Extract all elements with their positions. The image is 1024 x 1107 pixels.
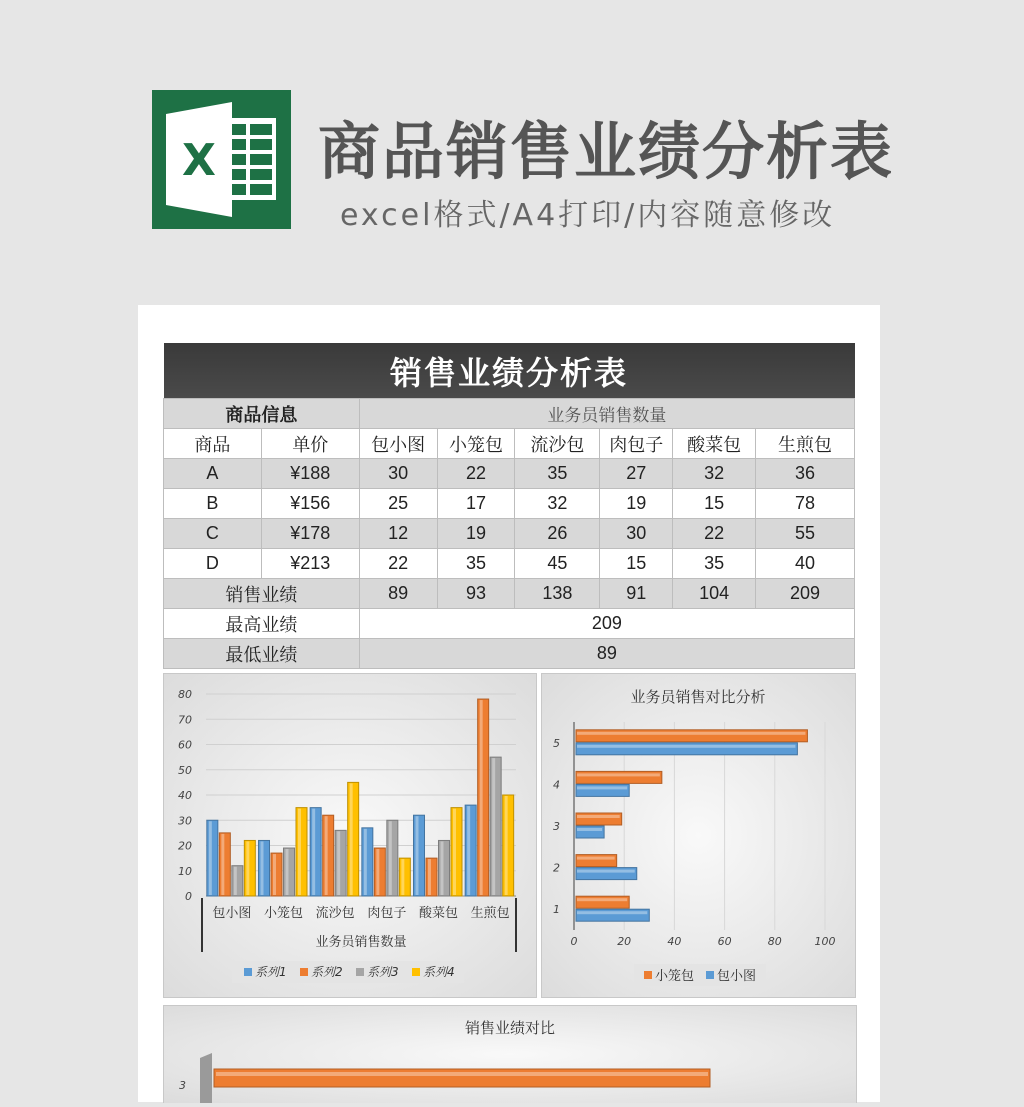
x-tick-label: 肉包子 xyxy=(367,906,407,921)
col-header: 单价 xyxy=(261,429,359,459)
col-header: 酸菜包 xyxy=(673,429,756,459)
table-row xyxy=(164,489,855,519)
page-title: 商品销售业绩分析表 xyxy=(318,115,895,188)
cell: 35 xyxy=(437,549,515,579)
cell: ¥213 xyxy=(261,549,359,579)
chart-title: 业务员销售对比分析 xyxy=(630,688,766,706)
bar-highlight xyxy=(453,809,456,895)
bar-系列2 xyxy=(323,815,334,896)
max-label: 最高业绩 xyxy=(164,609,360,639)
x-tick-label: 流沙包 xyxy=(315,906,355,921)
cell: 40 xyxy=(756,549,855,579)
cell: 15 xyxy=(673,489,756,519)
page-subtitle: excel格式/A4打印/内容随意修改 xyxy=(340,198,836,233)
x-tick-label: 包小图 xyxy=(212,906,252,921)
cell: 17 xyxy=(437,489,515,519)
bar-系列3 xyxy=(439,840,450,896)
bar-highlight xyxy=(492,758,495,895)
bar-包小图 xyxy=(576,909,649,921)
x-tick-label: 100 xyxy=(814,935,836,948)
table-row xyxy=(164,549,855,579)
bar-包小图 xyxy=(576,743,797,755)
legend-label: 系列4 xyxy=(423,965,455,979)
performance-chart xyxy=(164,1006,856,1103)
bar-highlight xyxy=(577,898,627,901)
bar-小笼包 xyxy=(576,771,662,783)
bar-系列1 xyxy=(362,828,373,896)
cell: 26 xyxy=(515,519,600,549)
bar-highlight xyxy=(337,831,340,895)
bar-系列1 xyxy=(414,815,425,896)
total-cell: 104 xyxy=(673,579,756,609)
bar-系列3 xyxy=(284,848,295,896)
table-row xyxy=(164,519,855,549)
cell: 27 xyxy=(600,459,673,489)
bar-系列2 xyxy=(478,699,489,896)
min-row xyxy=(164,639,855,669)
bar-highlight xyxy=(577,828,602,831)
cell: 55 xyxy=(756,519,855,549)
y-tick-label: 1 xyxy=(553,903,560,917)
cell: 19 xyxy=(600,489,673,519)
group-header-sales: 业务员销售数量 xyxy=(359,399,854,429)
cell: 12 xyxy=(359,519,437,549)
y-tick-label: 30 xyxy=(178,814,192,828)
y-tick-label: 3 xyxy=(553,820,560,833)
y-tick-label: 10 xyxy=(178,864,192,878)
column-chart xyxy=(164,674,536,997)
bar-系列4 xyxy=(244,840,255,896)
bar-系列1 xyxy=(465,805,476,896)
y-tick-label: 0 xyxy=(185,890,192,903)
x-tick-label: 20 xyxy=(617,935,632,948)
bar-highlight xyxy=(577,857,615,860)
cell: 32 xyxy=(673,459,756,489)
bar-highlight xyxy=(350,783,353,895)
bar-系列2 xyxy=(219,833,230,896)
cell: ¥156 xyxy=(261,489,359,519)
bar-系列4 xyxy=(451,808,462,896)
column-chart-panel xyxy=(163,673,537,998)
bar-highlight xyxy=(273,854,276,895)
cell: 25 xyxy=(359,489,437,519)
min-label: 最低业绩 xyxy=(164,639,360,669)
bar-小笼包 xyxy=(576,855,617,867)
bar-系列4 xyxy=(348,782,359,896)
legend-swatch xyxy=(356,968,364,976)
bar-highlight xyxy=(216,1072,708,1076)
bar-highlight xyxy=(577,815,620,818)
bar-系列4 xyxy=(296,808,307,896)
bar-小笼包 xyxy=(576,730,807,742)
total-cell: 91 xyxy=(600,579,673,609)
max-row xyxy=(164,609,855,639)
excel-logo-icon xyxy=(152,90,291,229)
col-header: 商品 xyxy=(164,429,262,459)
x-tick-label: 60 xyxy=(717,935,732,948)
bar-包小图 xyxy=(576,826,604,838)
chart-title: 销售业绩对比 xyxy=(464,1019,556,1037)
legend-swatch xyxy=(706,971,714,979)
bar-系列2 xyxy=(271,853,282,896)
bar-highlight xyxy=(234,867,237,895)
bar-系列3 xyxy=(490,757,501,896)
sales-table xyxy=(163,343,855,669)
col-header: 流沙包 xyxy=(515,429,600,459)
bar-highlight xyxy=(467,806,470,895)
y-tick-label: 2 xyxy=(553,861,560,875)
y-tick-label: 4 xyxy=(553,778,560,792)
axis-wall xyxy=(200,1053,212,1103)
x-tick-label: 40 xyxy=(667,935,682,948)
cell: 45 xyxy=(515,549,600,579)
cell: 30 xyxy=(600,519,673,549)
bar-highlight xyxy=(209,821,212,895)
bar-chart-panel xyxy=(541,673,856,998)
cell: 36 xyxy=(756,459,855,489)
y-tick-label: 40 xyxy=(178,789,192,802)
cell: 22 xyxy=(673,519,756,549)
x-tick-label: 80 xyxy=(767,935,782,948)
y-tick-label: 50 xyxy=(178,763,192,777)
bar-系列4 xyxy=(399,858,410,896)
y-tick-label: 20 xyxy=(178,839,192,853)
bar-highlight xyxy=(325,816,328,895)
bar-系列1 xyxy=(207,820,218,896)
cell: 15 xyxy=(600,549,673,579)
bar-包小图 xyxy=(576,784,629,796)
bar-highlight xyxy=(389,821,392,895)
legend-label: 系列1 xyxy=(255,965,287,979)
bar-系列4 xyxy=(503,795,514,896)
bar-系列2 xyxy=(374,848,385,896)
bar-highlight xyxy=(286,849,289,895)
bar-highlight xyxy=(577,870,635,873)
legend-swatch xyxy=(644,971,652,979)
y-tick-label: 3 xyxy=(179,1079,186,1092)
bar-系列1 xyxy=(310,808,321,896)
table-title: 销售业绩分析表 xyxy=(164,343,855,399)
legend-label: 小笼包 xyxy=(655,969,695,984)
bar-系列3 xyxy=(387,820,398,896)
total-cell: 89 xyxy=(359,579,437,609)
cell: 22 xyxy=(359,549,437,579)
bar-系列3 xyxy=(232,866,243,896)
bar-highlight xyxy=(441,841,444,895)
bar-highlight xyxy=(246,841,249,895)
y-tick-label: 5 xyxy=(553,736,560,750)
x-tick-label: 小笼包 xyxy=(263,906,304,921)
x-tick-label: 生煎包 xyxy=(470,906,510,921)
legend-label: 系列2 xyxy=(311,965,343,979)
cell: D xyxy=(164,549,262,579)
excel-logo-letter: X xyxy=(182,135,216,186)
min-value: 89 xyxy=(359,639,854,669)
col-header: 生煎包 xyxy=(756,429,855,459)
cell: 30 xyxy=(359,459,437,489)
bar-highlight xyxy=(416,816,419,895)
totals-label: 销售业绩 xyxy=(164,579,360,609)
col-header: 肉包子 xyxy=(600,429,673,459)
col-header: 小笼包 xyxy=(437,429,515,459)
totals-row xyxy=(164,579,855,609)
bar xyxy=(214,1069,710,1087)
legend-label: 包小图 xyxy=(717,969,757,984)
bar-highlight xyxy=(401,859,404,895)
cell: 32 xyxy=(515,489,600,519)
cell: 35 xyxy=(673,549,756,579)
y-tick-label: 70 xyxy=(178,713,192,727)
cell: 35 xyxy=(515,459,600,489)
y-tick-label: 60 xyxy=(178,738,192,752)
cell: B xyxy=(164,489,262,519)
bar-highlight xyxy=(577,773,660,776)
cell: A xyxy=(164,459,262,489)
bar-highlight xyxy=(261,841,264,895)
x-tick-label: 0 xyxy=(570,935,578,948)
cell: 78 xyxy=(756,489,855,519)
bar-highlight xyxy=(428,859,431,895)
cell: C xyxy=(164,519,262,549)
bar-highlight xyxy=(577,745,795,748)
cell: 22 xyxy=(437,459,515,489)
bar-highlight xyxy=(577,732,805,735)
legend-label: 系列3 xyxy=(367,965,399,979)
bar-小笼包 xyxy=(576,813,622,825)
bar-highlight xyxy=(221,834,224,895)
x-tick-label: 酸菜包 xyxy=(418,906,459,921)
bar-系列1 xyxy=(259,840,270,896)
bar-highlight xyxy=(312,809,315,895)
bar-chart xyxy=(542,674,855,997)
bar-highlight xyxy=(505,796,508,895)
legend-swatch xyxy=(244,968,252,976)
legend-swatch xyxy=(412,968,420,976)
group-header-info: 商品信息 xyxy=(164,399,360,429)
bar-highlight xyxy=(298,809,301,895)
bar-小笼包 xyxy=(576,896,629,908)
cell: 19 xyxy=(437,519,515,549)
cell: ¥188 xyxy=(261,459,359,489)
x-axis-title: 业务员销售数量 xyxy=(315,935,407,950)
y-tick-label: 80 xyxy=(178,688,192,701)
bar-包小图 xyxy=(576,868,637,880)
legend-swatch xyxy=(300,968,308,976)
bar-highlight xyxy=(376,849,379,895)
bar-highlight xyxy=(364,829,367,895)
max-value: 209 xyxy=(359,609,854,639)
bar-highlight xyxy=(480,700,483,895)
col-header: 包小图 xyxy=(359,429,437,459)
table-row xyxy=(164,459,855,489)
total-cell: 209 xyxy=(756,579,855,609)
performance-chart-panel xyxy=(163,1005,857,1103)
bar-系列3 xyxy=(335,830,346,896)
total-cell: 138 xyxy=(515,579,600,609)
bar-highlight xyxy=(577,911,647,914)
bar-highlight xyxy=(577,786,627,789)
total-cell: 93 xyxy=(437,579,515,609)
cell: ¥178 xyxy=(261,519,359,549)
bar-系列2 xyxy=(426,858,437,896)
